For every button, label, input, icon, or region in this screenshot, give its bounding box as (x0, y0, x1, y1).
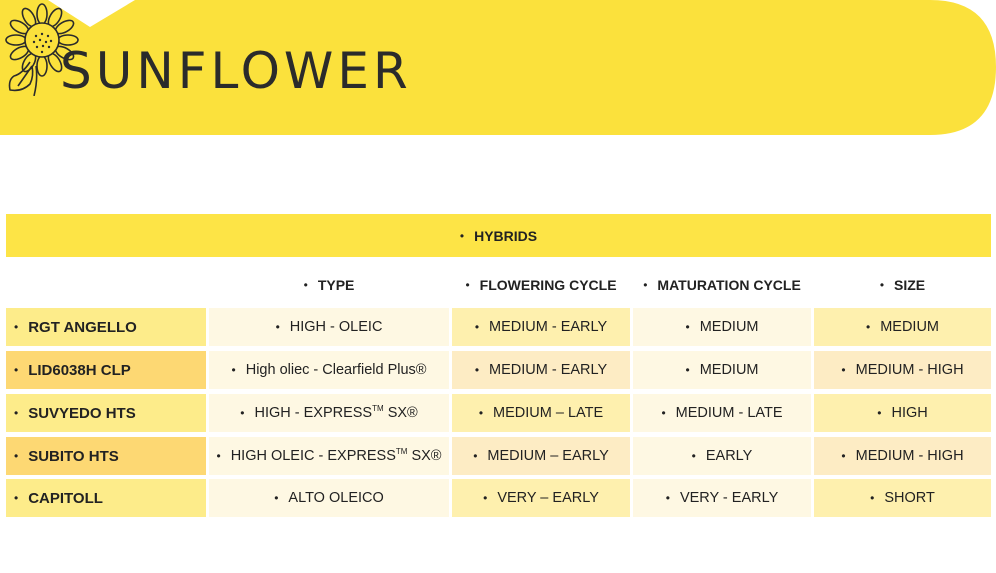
cell-value (856, 448, 964, 464)
cell-type (209, 437, 449, 475)
cell-text: MEDIUM - EARLY (489, 319, 608, 335)
cell-maturation-cycle (633, 308, 811, 346)
cell-value (676, 405, 783, 421)
cell-text: VERY – EARLY (497, 490, 599, 506)
cell-text: SHORT (884, 490, 935, 506)
cell-value (231, 448, 442, 464)
cell-text: High oliec - Clearfield Plus® (245, 362, 427, 378)
cell-value (489, 319, 607, 335)
bullet-icon: • (474, 363, 480, 377)
cell-value (254, 405, 417, 421)
cell-value (290, 319, 383, 335)
hybrid-name: SUVYEDO HTS (28, 404, 136, 422)
bullet-icon: • (14, 449, 19, 463)
cell-value (856, 362, 964, 378)
cell-text: MEDIUM - HIGH (855, 448, 964, 464)
page-title: SUNFLOWER (60, 42, 412, 100)
bullet-icon: • (877, 406, 882, 420)
sunflower-icon (0, 0, 80, 96)
bullet-icon: • (459, 228, 465, 243)
cell-text: MEDIUM (880, 319, 939, 335)
row-name-cell (6, 437, 206, 475)
bullet-icon: • (870, 491, 875, 505)
bullet-icon: • (474, 320, 480, 334)
title-banner (0, 0, 996, 135)
cell-maturation-cycle (633, 437, 811, 475)
bullet-icon: • (465, 278, 470, 292)
trademark-mark: TM (395, 447, 408, 457)
bullet-icon: • (865, 320, 871, 334)
bullet-icon: • (240, 406, 245, 420)
hybrid-name: SUBITO HTS (28, 447, 119, 465)
hybrid-name: RGT ANGELLO (28, 318, 137, 336)
bullet-icon: • (478, 406, 484, 420)
column-header-size (814, 262, 991, 308)
bullet-icon: • (879, 278, 885, 292)
row-name-cell (6, 394, 206, 432)
column-header-label: FLOWERING CYCLE (479, 277, 617, 293)
row-name-cell (6, 479, 206, 517)
row-name-cell (6, 308, 206, 346)
bullet-icon: • (275, 320, 280, 334)
column-header-type (209, 262, 449, 308)
bullet-icon: • (231, 363, 236, 377)
type-suffix: SX® (407, 448, 442, 464)
cell-value (880, 319, 939, 335)
cell-value (489, 362, 607, 378)
hybrid-name: LID6038H CLP (28, 361, 131, 379)
cell-flowering-cycle (452, 479, 630, 517)
cell-type (209, 351, 449, 389)
bullet-icon: • (691, 449, 696, 463)
bullet-icon: • (216, 449, 221, 463)
cell-text: ALTO OLEICO (288, 490, 384, 506)
cell-size (814, 308, 991, 346)
cell-text: MEDIUM - EARLY (489, 362, 608, 378)
cell-size (814, 479, 991, 517)
cell-size (814, 394, 991, 432)
cell-flowering-cycle (452, 351, 630, 389)
hybrids-header-bar (6, 214, 991, 257)
row-name-cell (6, 351, 206, 389)
cell-maturation-cycle (633, 351, 811, 389)
column-header-flowering-cycle (452, 262, 630, 308)
bullet-icon: • (841, 449, 846, 463)
bullet-icon: • (841, 363, 846, 377)
cell-text: MEDIUM - HIGH (855, 362, 964, 378)
bullet-icon: • (473, 449, 478, 463)
cell-value (891, 405, 927, 421)
column-header-label: MATURATION CYCLE (657, 277, 801, 293)
bullet-icon: • (661, 406, 666, 420)
cell-text: HIGH OLEIC - EXPRESS (230, 448, 396, 464)
type-suffix: SX® (383, 405, 418, 421)
cell-text: EARLY (705, 448, 753, 464)
cell-type (209, 394, 449, 432)
bullet-icon: • (643, 278, 648, 292)
cell-type (209, 308, 449, 346)
cell-text: MEDIUM – EARLY (487, 448, 609, 464)
cell-size (814, 351, 991, 389)
bullet-icon: • (685, 320, 690, 334)
bullet-icon: • (14, 363, 19, 377)
column-header-maturation-cycle (633, 262, 811, 308)
cell-text: HIGH (891, 405, 928, 421)
cell-value (487, 448, 608, 464)
bullet-icon: • (303, 278, 308, 292)
bullet-icon: • (665, 491, 670, 505)
cell-text: MEDIUM (699, 319, 759, 335)
cell-flowering-cycle (452, 308, 630, 346)
bullet-icon: • (14, 320, 19, 334)
cell-value (497, 490, 599, 506)
cell-value (884, 490, 935, 506)
cell-size (814, 437, 991, 475)
column-header-label: SIZE (894, 277, 926, 293)
hybrid-name: CAPITOLL (28, 489, 103, 507)
cell-text: HIGH - EXPRESS (254, 405, 373, 421)
bullet-icon: • (274, 491, 279, 505)
cell-value (700, 319, 759, 335)
cell-text: MEDIUM - LATE (675, 405, 783, 421)
bullet-icon: • (483, 491, 488, 505)
cell-value (493, 405, 603, 421)
cell-text: MEDIUM – LATE (493, 405, 604, 421)
cell-flowering-cycle (452, 437, 630, 475)
cell-type (209, 479, 449, 517)
cell-maturation-cycle (633, 479, 811, 517)
cell-text: HIGH - OLEIC (289, 319, 383, 335)
cell-value (680, 490, 778, 506)
cell-value (288, 490, 383, 506)
cell-value (246, 362, 427, 378)
bullet-icon: • (14, 406, 19, 420)
bullet-icon: • (14, 491, 19, 505)
cell-maturation-cycle (633, 394, 811, 432)
cell-flowering-cycle (452, 394, 630, 432)
column-header-label: TYPE (317, 277, 355, 293)
cell-value (700, 362, 759, 378)
bullet-icon: • (685, 363, 690, 377)
group-header-label: HYBRIDS (474, 227, 538, 244)
cell-text: VERY - EARLY (679, 490, 779, 506)
cell-text: MEDIUM (699, 362, 759, 378)
trademark-mark: TM (372, 404, 384, 414)
cell-value (706, 448, 752, 464)
